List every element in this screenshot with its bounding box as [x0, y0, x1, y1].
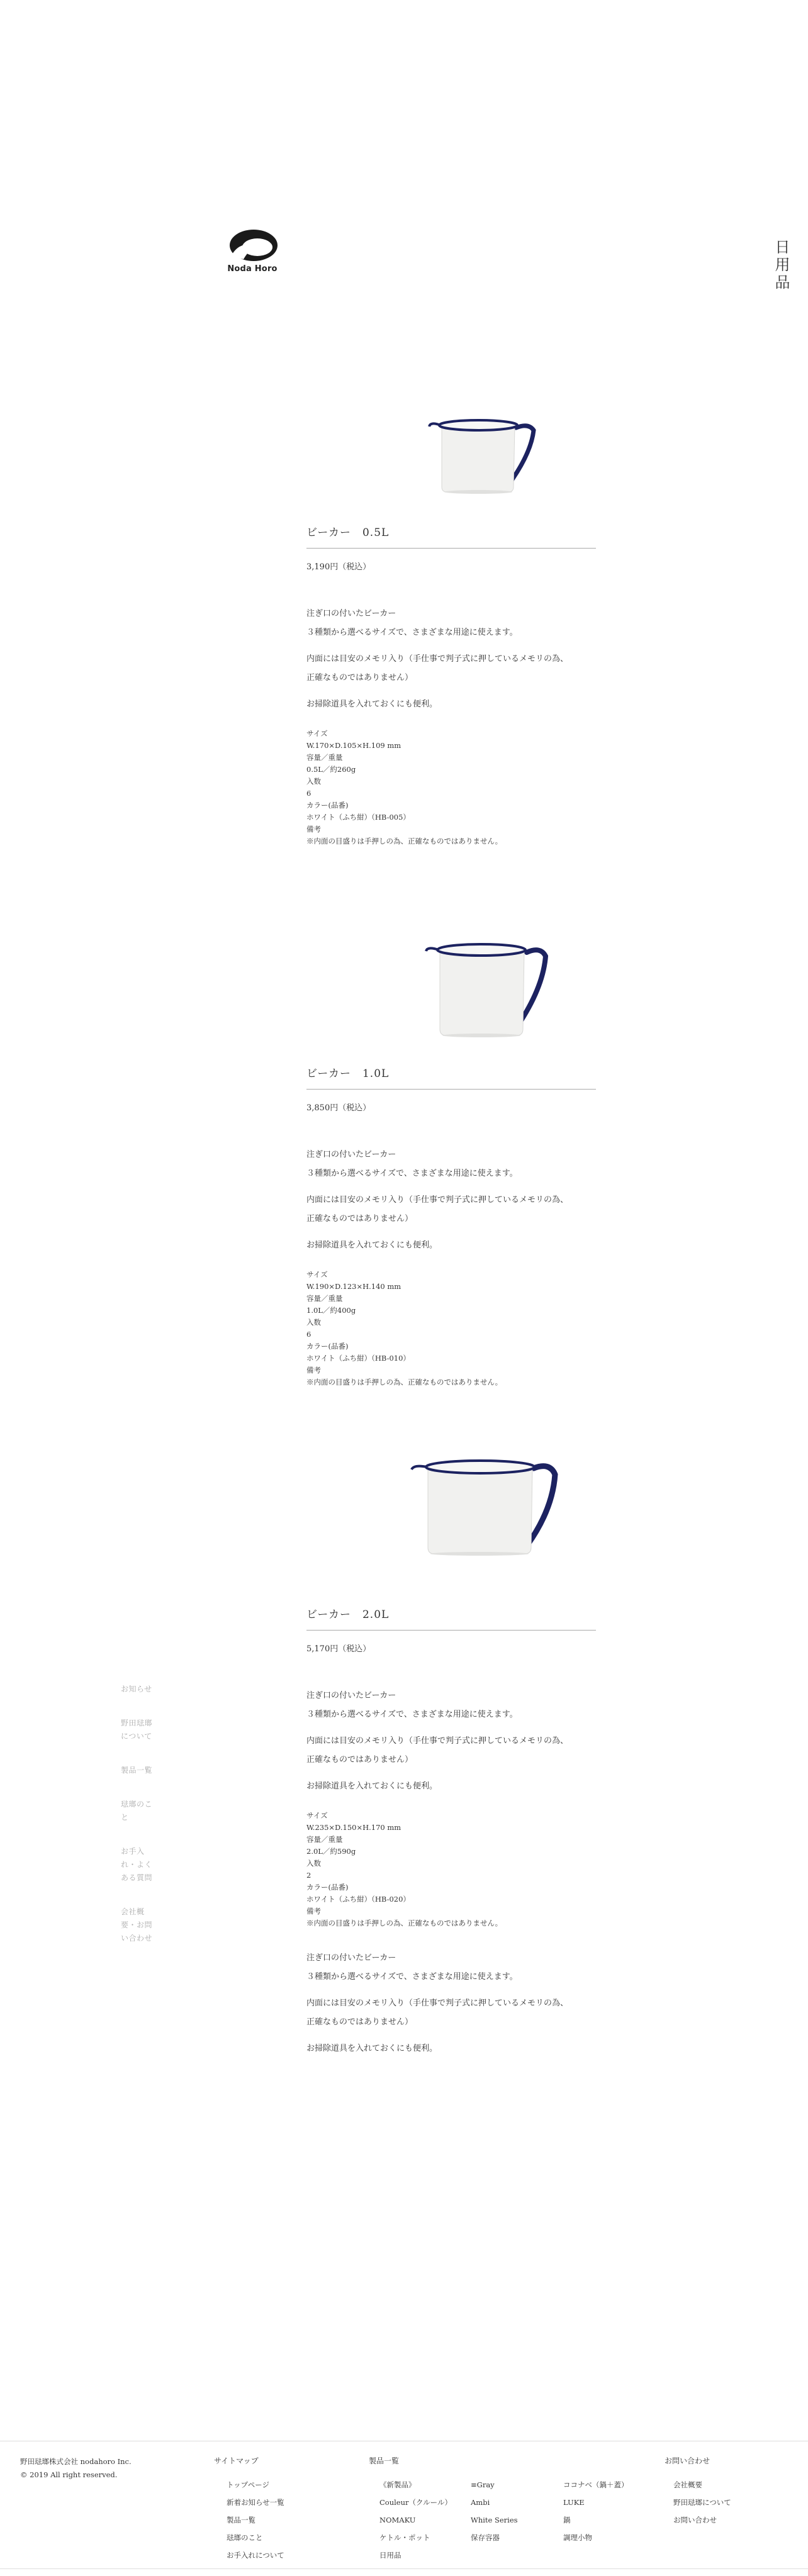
footer-products-title: 製品一覧 — [369, 2456, 400, 2465]
footer-products-col1 — [379, 2476, 452, 2564]
footer-sitemap-title: サイトマップ — [214, 2456, 259, 2465]
footer-link[interactable]: お手入れについて — [227, 2551, 284, 2560]
product-price: 3,190円（税込） — [306, 562, 371, 572]
footer-products-col3 — [563, 2476, 629, 2546]
logo[interactable] — [223, 226, 281, 274]
footer-link[interactable]: Couleur（クルール） — [379, 2498, 452, 2507]
product-name: ビーカー 1.0L — [306, 1064, 596, 1090]
footer-link[interactable]: トップページ — [227, 2480, 269, 2489]
side-nav-news[interactable]: お知らせ — [121, 1685, 152, 1693]
footer-divider — [0, 2568, 808, 2569]
footer-link[interactable]: 新着お知らせ一覧 — [227, 2498, 284, 2507]
product-image — [422, 409, 541, 499]
product-description: 注ぎ口の付いたビーカー ３種類から選べるサイズで、さまざまな用途に使えます。 内面には目安のメモリ入り（手仕事で判子式に押しているメモリの為、 正確なものではありません） お掃除道具を入れておくにも便利。 — [306, 1150, 569, 1250]
product-1 — [306, 1064, 596, 1388]
footer-link[interactable]: 保存容器 — [471, 2533, 500, 2542]
footer-link[interactable]: ココナベ（鍋＋蓋） — [563, 2480, 629, 2489]
footer-link[interactable]: ≡Gray — [471, 2480, 495, 2489]
footer-link[interactable]: White Series — [471, 2516, 518, 2524]
footer-link[interactable]: お問い合わせ — [673, 2516, 717, 2524]
footer-link[interactable]: LUKE — [563, 2498, 585, 2507]
product-2 — [306, 1605, 596, 1929]
product-image — [418, 931, 551, 1044]
product-0 — [306, 523, 596, 847]
side-nav-about[interactable]: 野田琺瑯について — [121, 1719, 153, 1741]
footer-link[interactable]: 鍋 — [563, 2516, 571, 2524]
side-nav — [121, 1683, 165, 1966]
footer-link[interactable]: ケトル・ポット — [379, 2533, 430, 2542]
product-name: ビーカー 2.0L — [306, 1605, 596, 1631]
product-image — [409, 1447, 566, 1563]
product-price: 3,850円（税込） — [306, 1103, 371, 1113]
footer-sitemap-list — [227, 2476, 284, 2564]
product-specs: サイズ W.190×D.123×H.140 mm 容量／重量 1.0L／約400g 入数 6 カラー(品番) ホワイト（ふち紺）（HB-010） 備考 ※内面の目盛りは手押しの為、正確なものではありません。 — [306, 1270, 503, 1386]
logo-text: Noda Horo — [227, 264, 278, 274]
side-nav-products[interactable]: 製品一覧 — [121, 1766, 153, 1775]
side-nav-company[interactable]: 会社概要・お問い合わせ — [121, 1907, 153, 1943]
footer-link[interactable]: 調理小物 — [563, 2533, 592, 2542]
footer-link[interactable]: 琺瑯のこと — [227, 2533, 263, 2542]
extra-description: 注ぎ口の付いたビーカー ３種類から選べるサイズで、さまざまな用途に使えます。 内面には目安のメモリ入り（手仕事で判子式に押しているメモリの為、 正確なものではありません） お掃除道具を入れておくにも便利。 — [306, 1953, 569, 2053]
product-specs: サイズ W.235×D.150×H.170 mm 容量／重量 2.0L／約590g 入数 2 カラー(品番) ホワイト（ふち紺）（HB-020） 備考 ※内面の目盛りは手押しの為、正確なものではありません。 — [306, 1811, 503, 1927]
footer-products-col2 — [471, 2476, 518, 2546]
logo-mark-icon — [225, 226, 280, 263]
footer-link[interactable]: Ambi — [471, 2498, 490, 2507]
side-nav-faq[interactable]: お手入れ・よくある質問 — [121, 1847, 153, 1882]
footer-link[interactable]: 野田琺瑯について — [673, 2498, 731, 2507]
product-description: 注ぎ口の付いたビーカー ３種類から選べるサイズで、さまざまな用途に使えます。 内面には目安のメモリ入り（手仕事で判子式に押しているメモリの為、 正確なものではありません） お掃除道具を入れておくにも便利。 — [306, 609, 569, 709]
footer-link[interactable]: 会社概要 — [673, 2480, 702, 2489]
footer — [0, 2441, 808, 2576]
product-specs: サイズ W.170×D.105×H.109 mm 容量／重量 0.5L／約260g 入数 6 カラー(品番) ホワイト（ふち紺）（HB-005） 備考 ※内面の目盛りは手押しの為、正確なものではありません。 — [306, 729, 503, 845]
footer-link[interactable]: 日用品 — [379, 2551, 401, 2560]
footer-contact-list — [673, 2476, 731, 2529]
footer-company: 野田琺瑯株式会社 nodahoro Inc. © 2019 All right reserved. — [20, 2457, 132, 2479]
footer-link[interactable]: NOMAKU — [379, 2516, 416, 2524]
page-title: 日用品 — [772, 239, 790, 292]
product-description: 注ぎ口の付いたビーカー ３種類から選べるサイズで、さまざまな用途に使えます。 内面には目安のメモリ入り（手仕事で判子式に押しているメモリの為、 正確なものではありません） お掃除道具を入れておくにも便利。 — [306, 1691, 569, 1791]
product-name: ビーカー 0.5L — [306, 523, 596, 549]
product-price: 5,170円（税込） — [306, 1644, 371, 1654]
footer-link[interactable]: 製品一覧 — [227, 2516, 255, 2524]
side-nav-enamel[interactable]: 琺瑯のこと — [121, 1800, 153, 1822]
footer-contact-title: お問い合わせ — [665, 2456, 710, 2465]
footer-link[interactable]: 《新製品》 — [379, 2480, 416, 2489]
